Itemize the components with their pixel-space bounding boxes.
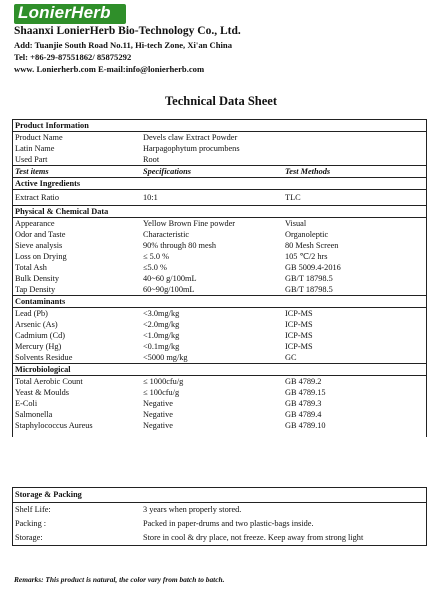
company-address: Add: Tuanjie South Road No.11, Hi-tech Zone, Xi'an China — [14, 40, 232, 50]
table-spacer — [13, 431, 426, 437]
table-row: Solvents Residue <5000 mg/kg GC — [15, 353, 297, 362]
table-row: Bulk Density 40~60 g/100mL GB/T 18798.5 — [15, 274, 333, 283]
table-row: Loss on Drying ≤ 5.0 % 105 ℃/2 hrs — [15, 252, 328, 261]
section-heading-product-info: Product Information — [13, 120, 426, 132]
company-name: Shaanxi LonierHerb Bio-Technology Co., Ltd. — [14, 25, 241, 37]
table-row: Total Ash ≤5.0 % GB 5009.4-2016 — [15, 263, 341, 272]
section-heading-storage: Storage & Packing — [13, 488, 426, 503]
table-row: Tap Density 60~90g/100mL GB/T 18798.5 — [15, 285, 333, 294]
table-row: Mercury (Hg) <0.1mg/kg ICP-MS — [15, 342, 313, 351]
table-row: Used Part Root — [15, 155, 160, 164]
section-heading-physical-chemical: Physical & Chemical Data — [13, 205, 426, 218]
table-row: Packing : Packed in paper-drums and two plastic-bags inside. — [15, 519, 314, 528]
table-row: Shelf Life: 3 years when properly stored. — [15, 505, 242, 514]
table-row: Staphylococcus Aureus Negative GB 4789.10 — [15, 421, 326, 430]
table-row: Cadmium (Cd) <1.0mg/kg ICP-MS — [15, 331, 313, 340]
company-web-email: www. Lonierherb.com E-mail:info@lonierherb.com — [14, 64, 205, 74]
table-row: Appearance Yellow Brown Fine powder Visual — [15, 219, 307, 228]
table-row: E-Coli Negative GB 4789.3 — [15, 399, 322, 408]
table-row: Arsenic (As) <2.0mg/kg ICP-MS — [15, 320, 313, 329]
table-row: Latin Name Harpagophytum procumbens — [15, 144, 240, 153]
table-row: Sieve analysis 90% through 80 mesh 80 Mesh Screen — [15, 241, 339, 250]
table-row: Odor and Taste Characteristic Organoleptic — [15, 230, 329, 239]
table-row: Product Name Devels claw Extract Powder — [15, 133, 238, 142]
page-title: Technical Data Sheet — [164, 94, 278, 108]
remarks-note: Remarks: This product is natural, the color vary from batch to batch. — [14, 575, 225, 584]
table-row: Total Aerobic Count ≤ 1000cfu/g GB 4789.2 — [15, 377, 322, 386]
section-heading-microbiological: Microbiological — [13, 363, 426, 376]
column-header-row: Test items Specifications Test Methods — [13, 165, 426, 178]
table-row: Salmonella Negative GB 4789.4 — [15, 410, 322, 419]
company-tel: Tel: +86-29-87551862/ 85875292 — [14, 52, 132, 62]
table-row: Yeast & Moulds ≤ 100cfu/g GB 4789.15 — [15, 388, 326, 397]
logo-text: LonierHerb — [18, 3, 111, 22]
data-table — [12, 119, 427, 437]
table-row: Lead (Pb) <3.0mg/kg ICP-MS — [15, 309, 313, 318]
section-heading-contaminants: Contaminants — [13, 295, 426, 308]
table-row: Storage: Store in cool & dry place, not freeze. Keep away from strong light — [15, 533, 364, 542]
storage-table — [12, 487, 427, 546]
section-heading-active-ingredients: Active Ingredients — [13, 178, 426, 190]
table-row: Extract Ratio 10:1 TLC — [15, 193, 301, 202]
